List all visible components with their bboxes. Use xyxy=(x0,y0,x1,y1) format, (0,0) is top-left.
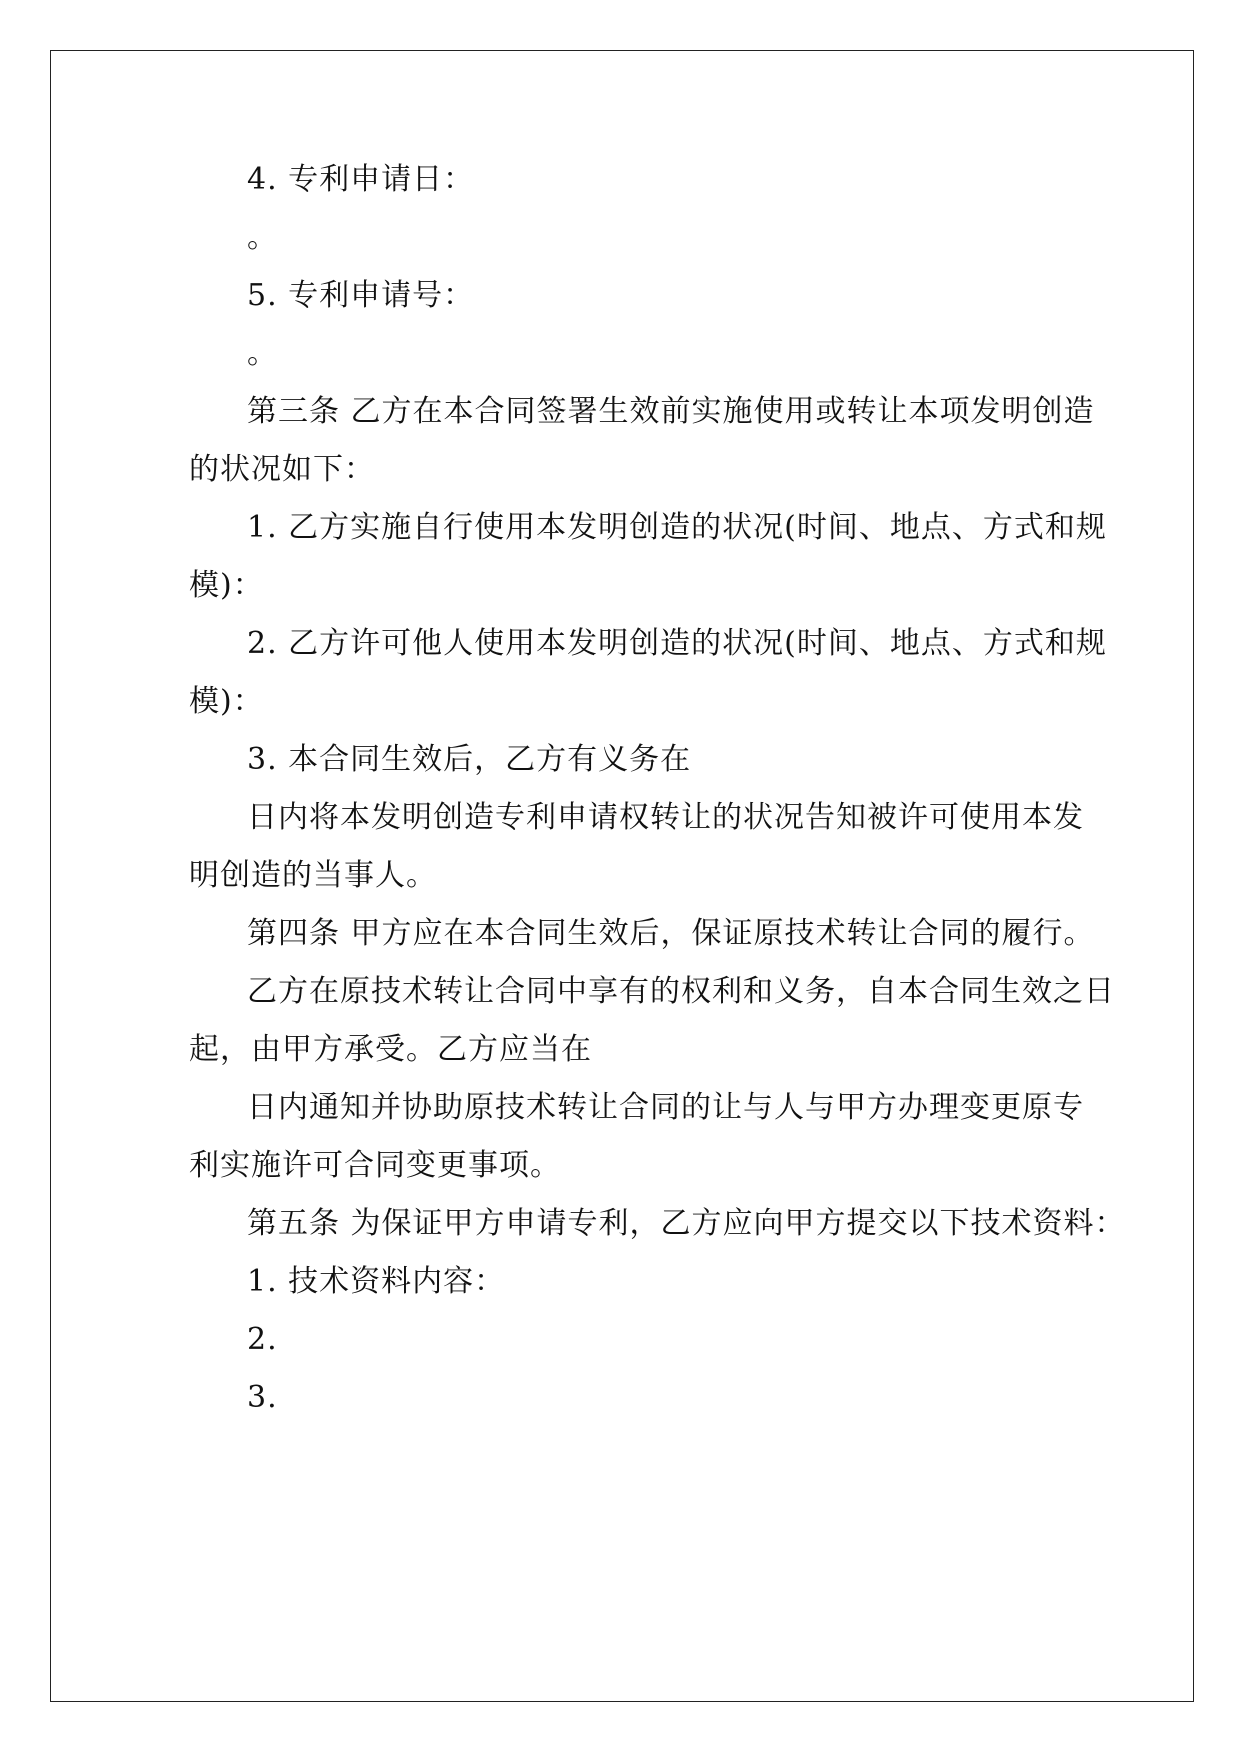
text-line: 5. 专利申请号： xyxy=(247,278,475,313)
text-line: 。 xyxy=(247,220,278,255)
text-line: 模)： xyxy=(189,568,264,603)
text-line: 第五条 为保证甲方申请专利，乙方应向甲方提交以下技术资料： xyxy=(247,1206,1126,1241)
text-line: 利实施许可合同变更事项。 xyxy=(189,1148,561,1183)
text-line: 3. 本合同生效后，乙方有义务在 xyxy=(247,742,692,777)
text-line: 起，由甲方承受。乙方应当在 xyxy=(189,1032,592,1067)
text-line: 日内通知并协助原技术转让合同的让与人与甲方办理变更原专 xyxy=(247,1090,1084,1125)
text-line: 1. 乙方实施自行使用本发明创造的状况(时间、地点、方式和规 xyxy=(247,510,1107,545)
text-line: 的状况如下： xyxy=(189,452,375,487)
text-line: 第四条 甲方应在本合同生效后，保证原技术转让合同的履行。 xyxy=(247,916,1095,951)
text-line: 2. xyxy=(247,1322,278,1357)
text-line: 日内将本发明创造专利申请权转让的状况告知被许可使用本发 xyxy=(247,800,1084,835)
text-line: 明创造的当事人。 xyxy=(189,858,437,893)
text-line: 。 xyxy=(247,336,278,371)
text-line: 乙方在原技术转让合同中享有的权利和义务，自本合同生效之日 xyxy=(247,974,1115,1009)
text-line: 4. 专利申请日： xyxy=(247,162,475,197)
text-line: 1. 技术资料内容： xyxy=(247,1264,506,1299)
text-line: 3. xyxy=(247,1380,278,1415)
text-line: 2. 乙方许可他人使用本发明创造的状况(时间、地点、方式和规 xyxy=(247,626,1107,661)
text-line: 第三条 乙方在本合同签署生效前实施使用或转让本项发明创造 xyxy=(247,394,1095,429)
text-line: 模)： xyxy=(189,684,264,719)
